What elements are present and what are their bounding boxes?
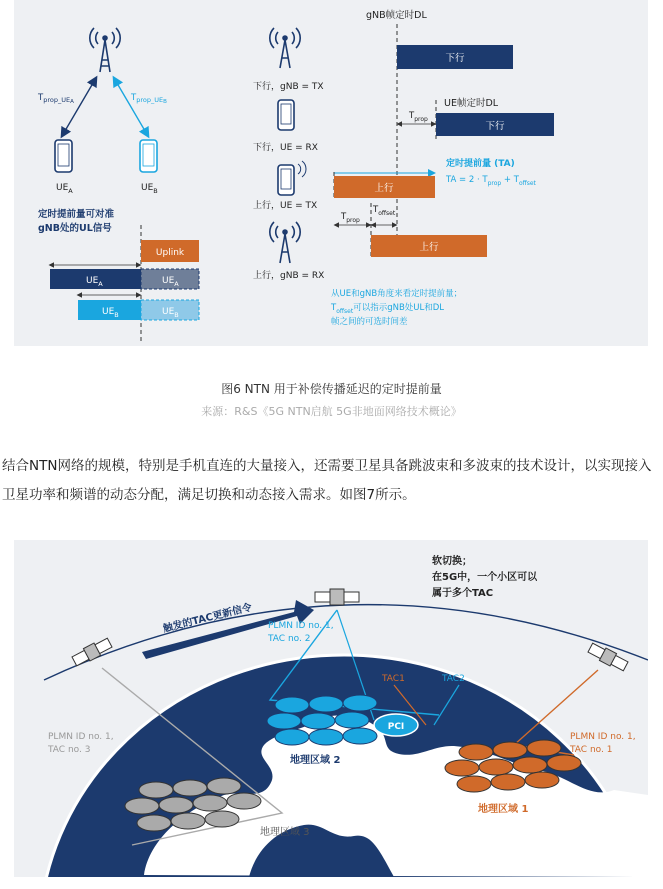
ue-b-label: $UE_B$ xyxy=(141,183,158,195)
row-label-dl-gnb: 下行，gNB = TX xyxy=(253,82,324,92)
note-line2: $T_{offset}$可以指示gNB处UL和DL xyxy=(331,303,445,315)
ue-b-bar-label: $UE_B$ xyxy=(102,307,119,319)
note-line3: 帧之间的可选时间差 xyxy=(331,317,408,327)
geo-area-3-label: 地理区域 3 xyxy=(260,827,310,838)
tac-update-label: 触发的TAC更新信令 xyxy=(162,602,254,635)
figure-6-panel xyxy=(14,0,648,346)
plmn-2-line2: TAC no. 2 xyxy=(268,634,311,644)
tower-icon xyxy=(90,28,120,72)
soft-handover-line3: 属于多个TAC xyxy=(432,588,494,599)
figure-6-diagram xyxy=(14,0,648,346)
satellite-icon xyxy=(587,641,629,672)
plmn-3-line2: TAC no. 3 xyxy=(48,745,91,755)
cells-area-2 xyxy=(267,695,377,745)
tprop-ue-b-arrow xyxy=(114,78,148,136)
tprop-ue-a-arrow xyxy=(62,78,96,136)
tprop-ue-a-label: $T_{prop\_UE}A$ xyxy=(38,93,74,105)
plmn-1-line2: TAC no. 1 xyxy=(570,745,613,755)
tower-icon xyxy=(270,28,300,68)
gnb-dl-timing-label: gNB帧定时DL xyxy=(366,10,427,21)
pci-label: PCI xyxy=(387,722,405,732)
uplink-box-label: Uplink xyxy=(155,248,185,258)
plmn-3-line1: PLMN ID no. 1, xyxy=(48,732,114,742)
satellite-icon xyxy=(315,589,359,605)
plmn-2-line1: PLMN ID no. 1, xyxy=(268,621,334,631)
ue-uplink-label: 上行 xyxy=(374,183,394,194)
ta-label: 定时提前量 (TA) xyxy=(446,159,515,169)
tprop-ue-b-label: $T_{prop\_UE}B$ xyxy=(131,93,167,105)
phone-icon xyxy=(140,140,157,172)
figure-caption: 图6 NTN 用于补偿传播延迟的定时提前量 xyxy=(221,382,442,396)
body-paragraph: 结合NTN网络的规模，特别是手机直连的大量接入，还需要卫星具备跳波束和多波束的技术设计，以实现接入卫星功率和频谱的动态分配，满足切换和动态接入需求。如图7所示。 xyxy=(2,458,652,503)
tower-icon xyxy=(270,222,300,263)
plmn-1-line1: PLMN ID no. 1, xyxy=(570,732,636,742)
note-line1: 从UE和gNB角度来看定时提前量； xyxy=(331,289,463,299)
ta-formula: TA = $2 \cdot T_{prop} + T_{offset}$ xyxy=(446,175,536,187)
satellite-icon xyxy=(71,636,113,667)
ue-a-label: $UE_A$ xyxy=(56,183,73,195)
soft-handover-line1: 软切换； xyxy=(432,556,472,567)
ue-b-shifted-label: $UE_B$ xyxy=(162,307,179,319)
phone-icon xyxy=(278,161,306,195)
phone-icon xyxy=(278,100,294,130)
row-label-ul-gnb: 上行，gNB = RX xyxy=(253,271,325,281)
row-label-ul-ue: 上行，UE = TX xyxy=(253,201,318,211)
ue-a-shifted-label: $UE_A$ xyxy=(162,276,179,288)
ta-note-line2: gNB处的UL信号 xyxy=(38,223,112,234)
ta-note-line1: 定时提前量可对准 xyxy=(38,209,115,220)
ue-downlink-label: 下行 xyxy=(485,121,505,132)
tprop-ul-label: $T_{prop}$ xyxy=(341,212,360,224)
ue-dl-timing-label: UE帧定时DL xyxy=(444,98,499,109)
row-label-dl-ue: 下行，UE = RX xyxy=(253,143,318,153)
tprop-dl-label: $T_{prop}$ xyxy=(409,111,428,123)
geo-area-1-label: 地理区域 1 xyxy=(478,804,529,815)
tac2-label: TAC2 xyxy=(442,674,465,684)
ue-a-bar-label: $UE_A$ xyxy=(86,276,103,288)
gnb-downlink-label: 下行 xyxy=(445,53,465,64)
toffset-label: $T_{offset}$ xyxy=(373,205,396,217)
figure-7-panel xyxy=(14,540,648,877)
figure-source: 来源：R&S《5G NTN启航 5G非地面网络技术概论》 xyxy=(201,405,462,418)
phone-icon xyxy=(55,140,72,172)
figure-7-diagram xyxy=(14,540,648,877)
gnb-uplink-label: 上行 xyxy=(419,242,439,253)
geo-area-2-label: 地理区域 2 xyxy=(290,755,341,766)
tac1-label: TAC1 xyxy=(382,674,405,684)
soft-handover-line2: 在5G中，一个小区可以 xyxy=(432,572,538,583)
